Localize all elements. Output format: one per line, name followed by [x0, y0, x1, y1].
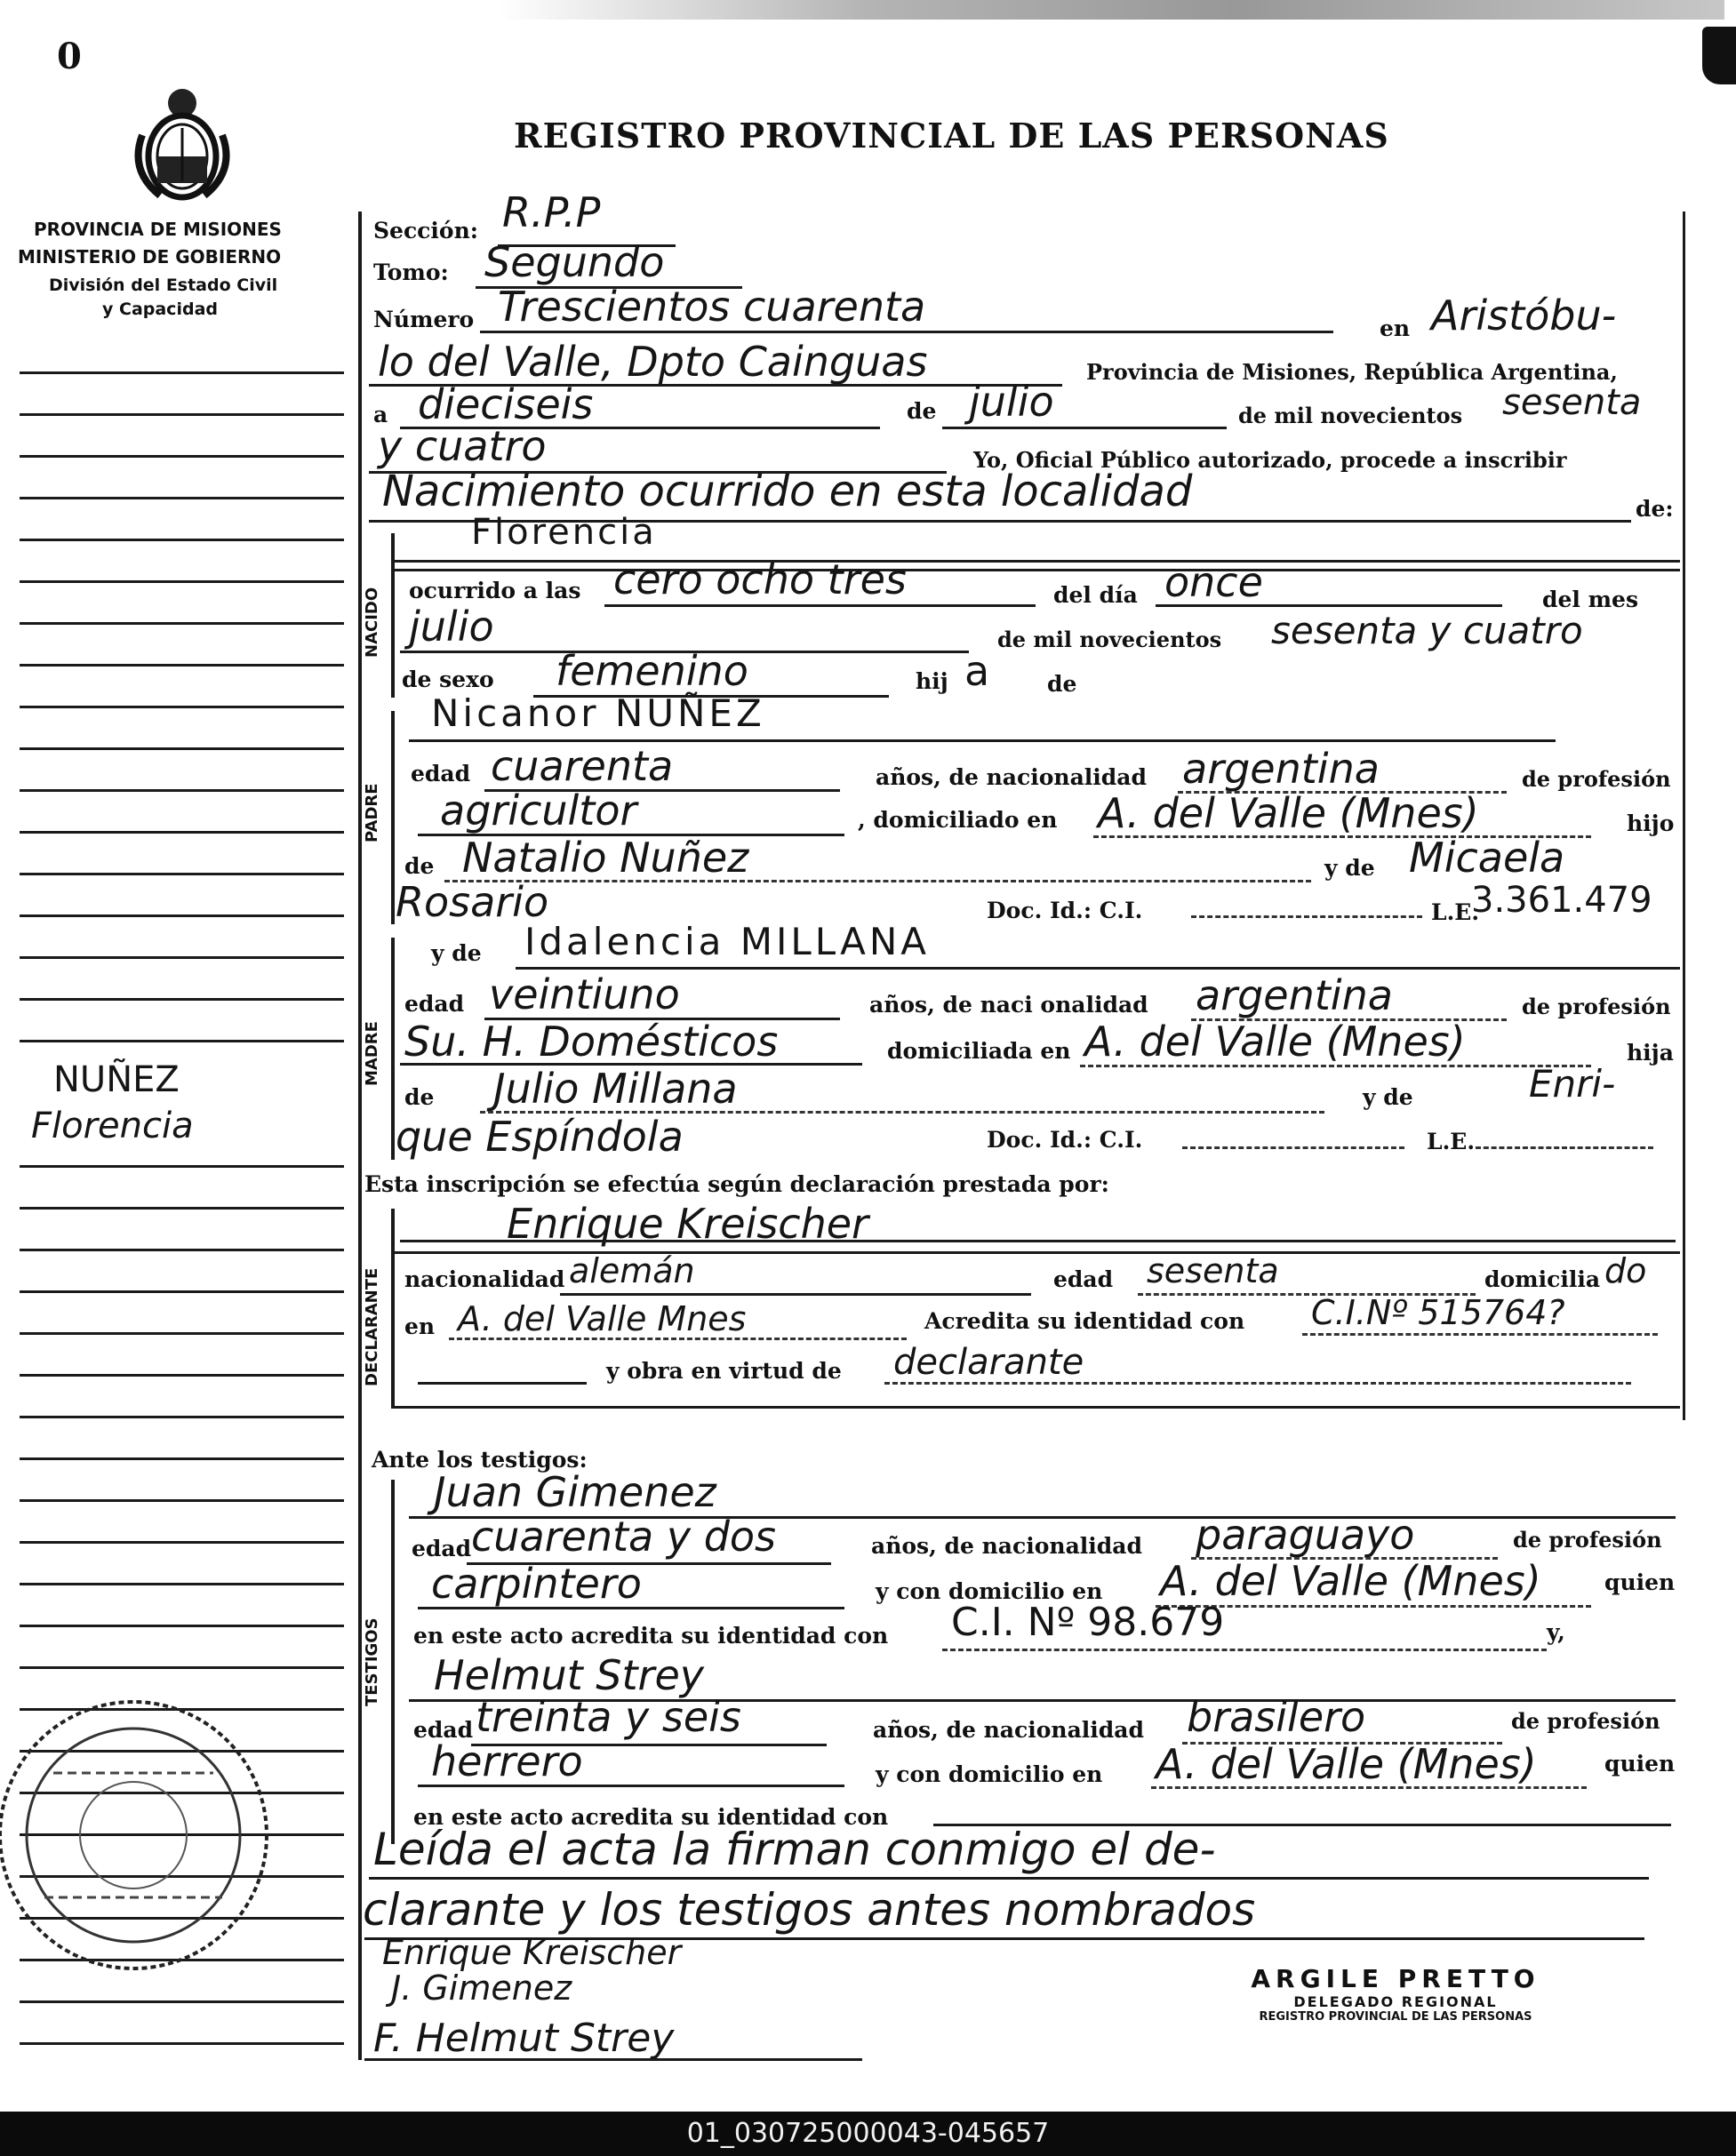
- line-madre-le: [1476, 1146, 1653, 1149]
- label-decl-domicilia: domicilia: [1484, 1266, 1601, 1292]
- line-madre-nombre: [516, 967, 1680, 970]
- line-declarante: [400, 1240, 1676, 1242]
- left-margin-line: [20, 1207, 344, 1210]
- label-padre-le: L.E.: [1431, 899, 1480, 925]
- left-margin-line: [20, 622, 344, 625]
- label-t2-edad: edad: [413, 1717, 474, 1743]
- left-margin-line: [20, 956, 344, 959]
- official-round-seal-icon: [0, 1693, 284, 1977]
- value-mes-nac: julio: [409, 603, 494, 651]
- value-anio-nac: sesenta y cuatro: [1271, 609, 1583, 652]
- label-t2-dom: y con domicilio en: [876, 1761, 1103, 1787]
- document-title: REGISTRO PROVINCIAL DE LAS PERSONAS: [514, 116, 1389, 156]
- line-decl-virtud: [884, 1382, 1631, 1385]
- value-padre-dom: A. del Valle (Mnes): [1098, 789, 1479, 837]
- top-right-mark: [1702, 27, 1736, 84]
- left-margin-line: [20, 1457, 344, 1460]
- left-margin-line: [20, 413, 344, 416]
- label-ocurrido: ocurrido a las: [409, 578, 581, 603]
- frame-right-line: [1683, 212, 1685, 1420]
- value-madre-dom: A. del Valle (Mnes): [1084, 1018, 1466, 1066]
- side-label-testigos: TESTIGOS: [363, 1617, 381, 1706]
- signature-3: F. Helmut Strey: [373, 2016, 675, 2061]
- line-madre-doc: [1182, 1146, 1404, 1149]
- value-dia: dieciseis: [418, 380, 594, 428]
- testigos-bracket: [391, 1480, 395, 1844]
- left-margin-line: [20, 873, 344, 875]
- label-padre-edad: edad: [411, 761, 471, 787]
- left-margin-line: [20, 1165, 344, 1168]
- left-margin-line: [20, 914, 344, 917]
- value-acto: Nacimiento ocurrido en esta localidad: [382, 467, 1193, 516]
- label-en: en: [1380, 315, 1411, 341]
- label-madre-le: L.E.: [1427, 1129, 1476, 1154]
- label-madre-dom: domiciliada en: [887, 1038, 1071, 1064]
- value-declarante: Enrique Kreischer: [507, 1200, 868, 1248]
- stamp-right-title: DELEGADO REGIONAL: [1293, 1993, 1498, 2010]
- value-t2-edad: treinta y seis: [476, 1693, 741, 1741]
- value-decl-edad: sesenta: [1147, 1251, 1279, 1290]
- label-padre-hijo: hijo: [1627, 810, 1675, 836]
- label-seccion: Sección:: [373, 218, 478, 244]
- document-id-footer: 01_030725000043-045657: [0, 2112, 1736, 2156]
- label-madre-de: de: [404, 1084, 435, 1110]
- label-madre-prof: de profesión: [1522, 994, 1671, 1019]
- label-de-colon: de:: [1636, 496, 1674, 522]
- left-header-division: División del Estado Civil: [49, 275, 278, 295]
- value-sexo: femenino: [556, 647, 748, 695]
- value-abuelo-m: Julio Millana: [493, 1065, 738, 1113]
- label-de-hij: de: [1047, 671, 1077, 697]
- label-inscripcion: Esta inscripción se efectúa según declaración prestada por:: [364, 1171, 1109, 1197]
- label-numero: Número: [373, 307, 475, 332]
- left-margin-line: [20, 1249, 344, 1251]
- left-margin-line: [20, 1499, 344, 1502]
- label-padre-prof: de profesión: [1522, 766, 1671, 792]
- line-decl-virtud-left: [418, 1382, 587, 1385]
- left-margin-line: [20, 1583, 344, 1585]
- value-padre-edad: cuarenta: [491, 742, 674, 790]
- value-decl-dom-2: A. del Valle Mnes: [458, 1299, 747, 1338]
- label-t1-nac: años, de nacionalidad: [871, 1533, 1142, 1559]
- line-decl-nac: [560, 1293, 1031, 1296]
- label-t2-quien: quien: [1604, 1751, 1676, 1777]
- label-t2-prof: de profesión: [1511, 1708, 1660, 1734]
- coat-of-arms-icon: [124, 82, 240, 206]
- value-dia-nac: once: [1164, 558, 1263, 606]
- label-madre-y-de: y de: [431, 940, 482, 966]
- value-en-1: Aristóbu-: [1431, 291, 1617, 339]
- label-padre-de: de: [404, 853, 435, 879]
- left-margin-line: [20, 2000, 344, 2003]
- value-anio-1: sesenta: [1502, 382, 1642, 423]
- stamp-right-registry: REGISTRO PROVINCIAL DE LAS PERSONAS: [1259, 2010, 1532, 2024]
- left-margin-line: [20, 455, 344, 458]
- madre-bracket: [391, 938, 395, 1160]
- label-t2-nac: años, de nacionalidad: [873, 1717, 1144, 1743]
- side-label-padre: PADRE: [363, 783, 381, 842]
- value-cierre-2: clarante y los testigos antes nombrados: [363, 1884, 1256, 1936]
- line-madre-dom: [1080, 1065, 1591, 1067]
- line-declarante-end: [391, 1406, 1680, 1409]
- line-dia-nac: [1156, 604, 1502, 607]
- left-margin-line: [20, 998, 344, 1001]
- line-hora: [604, 604, 1036, 607]
- label-madre-y-de-2: y de: [1363, 1084, 1413, 1110]
- value-t1-prof: carpintero: [431, 1560, 642, 1608]
- line-signature: [364, 2058, 862, 2061]
- value-cierre-1: Leída el acta la firman conmigo el de-: [373, 1824, 1216, 1875]
- line-t2-dom: [1151, 1786, 1587, 1789]
- side-label-madre: MADRE: [363, 1021, 381, 1086]
- left-margin-line: [20, 1290, 344, 1293]
- value-madre-edad: veintiuno: [489, 970, 680, 1018]
- value-decl-virtud: declarante: [893, 1342, 1084, 1383]
- label-t1-prof: de profesión: [1513, 1527, 1662, 1553]
- value-t1-dom: A. del Valle (Mnes): [1160, 1557, 1541, 1605]
- label-de-mil: de mil novecientos: [1238, 403, 1463, 428]
- value-abuela-p-1: Micaela: [1409, 834, 1565, 882]
- label-t2-acredita: en este acto acredita su identidad con: [413, 1804, 889, 1830]
- label-de-sexo: de sexo: [402, 667, 494, 692]
- label-t1-edad: edad: [412, 1536, 472, 1561]
- line-nombre-2: [391, 569, 1680, 571]
- value-decl-dom-1: do: [1604, 1251, 1647, 1290]
- label-madre-nac: años, de naci onalidad: [869, 992, 1148, 1018]
- nacido-bracket: [391, 533, 395, 698]
- corner-mark: 0: [57, 36, 82, 77]
- label-madre-hija: hija: [1627, 1040, 1674, 1066]
- line-abuelo-p: [444, 880, 1311, 882]
- side-label-declarante: DECLARANTE: [363, 1267, 381, 1386]
- left-margin-line: [20, 1374, 344, 1377]
- value-t1-edad: cuarenta y dos: [471, 1513, 777, 1561]
- line-numero: [480, 331, 1333, 333]
- left-margin-line: [20, 706, 344, 708]
- label-madre-doc: Doc. Id.: C.I.: [987, 1127, 1143, 1153]
- left-margin-line: [20, 539, 344, 541]
- label-oficial: Yo, Oficial Público autorizado, procede a inscribir: [973, 447, 1567, 473]
- label-madre-edad: edad: [404, 991, 465, 1017]
- label-decl-obra: y obra en virtud de: [606, 1358, 842, 1384]
- value-madre-nac: argentina: [1196, 971, 1393, 1019]
- margin-note-surname: NUÑEZ: [53, 1059, 180, 1100]
- label-t1-quien: quien: [1604, 1569, 1676, 1595]
- line-decl-ci: [1302, 1333, 1658, 1336]
- left-margin-line: [20, 1666, 344, 1669]
- top-scan-edge: [498, 0, 1724, 20]
- value-testigo1: Juan Gimenez: [434, 1468, 716, 1516]
- value-t1-nac: paraguayo: [1196, 1511, 1415, 1559]
- label-del-mes: del mes: [1542, 587, 1639, 612]
- value-t2-prof: herrero: [431, 1737, 583, 1785]
- label-t1-dom: y con domicilio en: [876, 1578, 1103, 1604]
- left-margin-line: [20, 747, 344, 750]
- value-seccion: R.P.P: [502, 188, 601, 236]
- value-decl-ci: C.I.Nº 515764?: [1311, 1293, 1565, 1332]
- value-hora: cero ocho tres: [613, 555, 907, 603]
- left-margin-line: [20, 664, 344, 667]
- value-t1-ci: C.I. Nº 98.679: [951, 1600, 1225, 1645]
- left-margin-line: [20, 1416, 344, 1418]
- line-padre-doc: [1191, 915, 1422, 918]
- line-decl-dom-2: [449, 1338, 907, 1340]
- left-header-capacidad: y Capacidad: [102, 299, 218, 319]
- label-decl-acredita: Acredita su identidad con: [924, 1308, 1245, 1334]
- line-t1-ci: [942, 1649, 1547, 1651]
- padre-bracket: [391, 711, 395, 924]
- frame-left-line: [358, 212, 362, 2060]
- left-margin-line: [20, 1332, 344, 1335]
- value-abuela-p-2: Rosario: [396, 878, 549, 926]
- margin-note-name: Florencia: [31, 1106, 194, 1146]
- value-padre-nombre: Nicanor NUÑEZ: [431, 691, 765, 735]
- label-t1-y: y,: [1547, 1619, 1565, 1645]
- left-margin-line: [20, 580, 344, 583]
- label-de-mil-2: de mil novecientos: [997, 627, 1222, 652]
- label-decl-edad: edad: [1053, 1266, 1114, 1292]
- value-tomo: Segundo: [484, 238, 665, 286]
- value-padre-prof: agricultor: [440, 787, 637, 834]
- value-padre-nac: argentina: [1182, 745, 1380, 793]
- value-nombre: Florencia: [471, 512, 657, 553]
- value-t2-dom: A. del Valle (Mnes): [1156, 1740, 1537, 1788]
- left-margin-line: [20, 371, 344, 374]
- value-anio-2: y cuatro: [378, 422, 547, 470]
- line-t2-prof: [418, 1785, 844, 1787]
- left-margin-line: [20, 831, 344, 834]
- value-abuelo-p: Natalio Nuñez: [462, 834, 749, 882]
- official-stamp-right: [1209, 1964, 1582, 2024]
- line-t1-prof: [418, 1607, 844, 1609]
- value-en-2: lo del Valle, Dpto Cainguas: [378, 338, 928, 386]
- value-t2-nac: brasilero: [1187, 1693, 1366, 1741]
- value-decl-nac: alemán: [569, 1251, 695, 1290]
- left-margin-line: [20, 789, 344, 792]
- signature-2: J. Gimenez: [391, 1968, 572, 2008]
- left-margin-line: [20, 1040, 344, 1042]
- label-padre-doc: Doc. Id.: C.I.: [987, 898, 1143, 923]
- signature-1: Enrique Kreischer: [382, 1933, 682, 1972]
- left-margin-line: [20, 497, 344, 499]
- label-de-mes: de: [907, 398, 937, 424]
- label-tomo: Tomo:: [373, 260, 449, 285]
- label-t1-acredita: en este acto acredita su identidad con: [413, 1623, 889, 1649]
- label-decl-nac: nacionalidad: [404, 1266, 565, 1292]
- value-mes: julio: [969, 378, 1054, 426]
- line-nombre: [391, 560, 1680, 563]
- value-testigo2: Helmut Strey: [434, 1651, 704, 1699]
- label-padre-y-de: y de: [1324, 855, 1375, 881]
- left-margin-line: [20, 2042, 344, 2045]
- value-abuela-m-1: Enri-: [1529, 1062, 1616, 1106]
- left-margin-line: [20, 1541, 344, 1544]
- value-madre-nombre: Idalencia MILLANA: [524, 920, 931, 963]
- line-cierre-1: [369, 1877, 1649, 1880]
- value-madre-prof: Su. H. Domésticos: [404, 1018, 779, 1066]
- left-header-ministry: MINISTERIO DE GOBIERNO: [18, 246, 282, 268]
- label-padre-dom: , domiciliado en: [858, 807, 1058, 833]
- value-abuela-m-2: que Espíndola: [396, 1113, 684, 1161]
- label-del-dia: del día: [1053, 582, 1138, 608]
- side-label-nacido: NACIDO: [363, 587, 381, 658]
- left-margin-line: [20, 1625, 344, 1627]
- label-hij: hij: [916, 668, 948, 694]
- label-padre-nac: años, de nacionalidad: [876, 764, 1147, 790]
- stamp-right-name: ARGILE PRETTO: [1251, 1964, 1540, 1993]
- label-provincia: Provincia de Misiones, República Argentina,: [1086, 359, 1618, 385]
- value-hij-suffix: a: [964, 647, 990, 695]
- label-a: a: [373, 402, 388, 427]
- label-decl-en: en: [404, 1314, 436, 1339]
- label-ante: Ante los testigos:: [372, 1447, 588, 1473]
- value-padre-le: 3.361.479: [1471, 880, 1652, 921]
- left-header-province: PROVINCIA DE MISIONES: [34, 219, 282, 240]
- value-numero: Trescientos cuarenta: [498, 283, 926, 331]
- line-mes: [942, 427, 1227, 429]
- declarante-bracket: [391, 1209, 395, 1409]
